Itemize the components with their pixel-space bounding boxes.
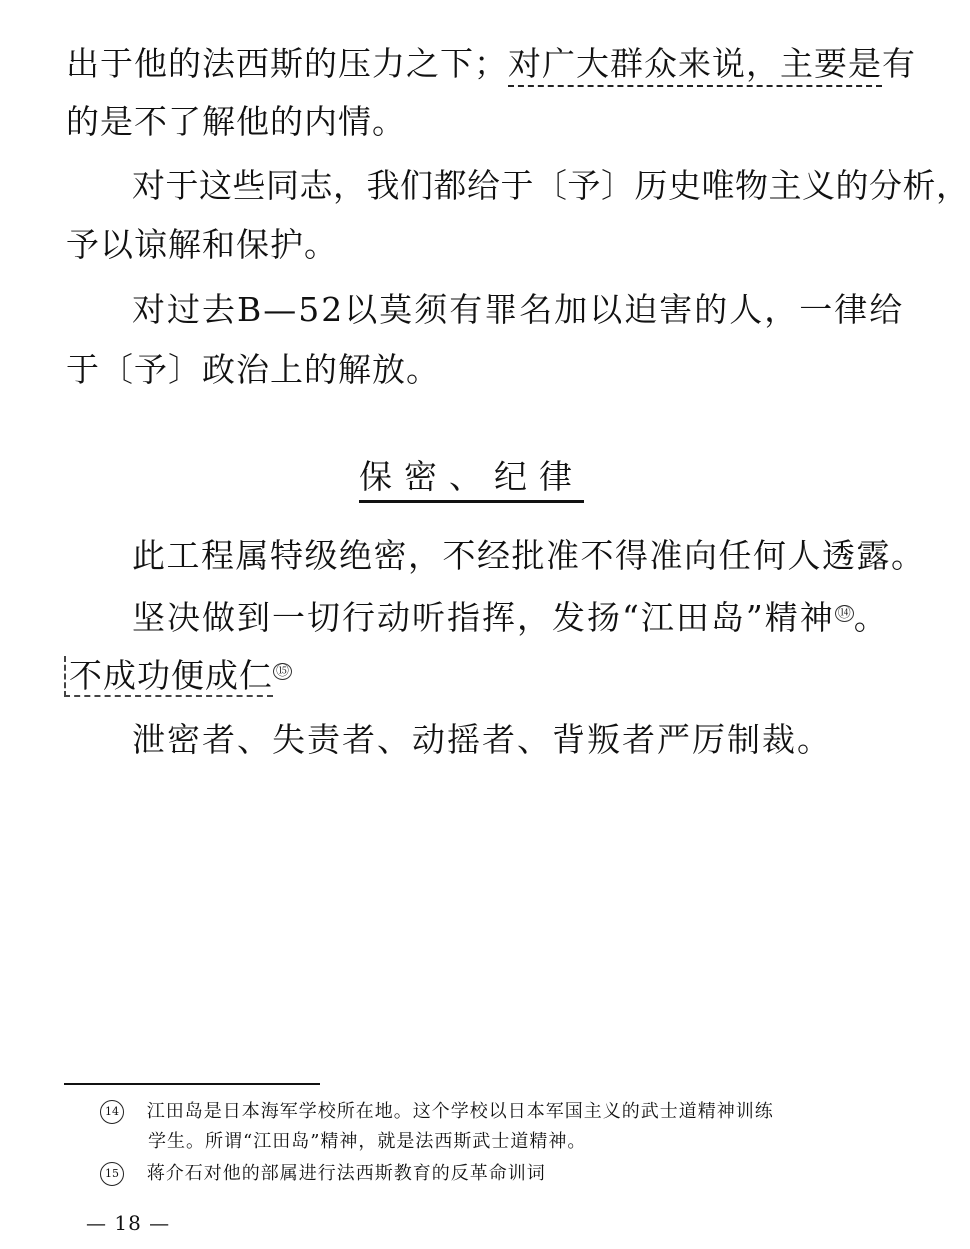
footnote-14-marker: 14 <box>100 1100 124 1124</box>
section-paragraph-2-text: 坚决做到一切行动听指挥，发扬“江田岛”精神 <box>132 598 835 637</box>
section-paragraph-1: 此工程属特级绝密，不经批准不得准向任何人透露。 <box>132 536 926 575</box>
paragraph-3-line-1: 对过去B—52以莫须有罪名加以迫害的人，一律给 <box>132 290 905 329</box>
paragraph-1-post: 有 <box>882 44 916 83</box>
paragraph-2-line-1: 对于这些同志，我们都给于〔予〕历史唯物主义的分析， <box>132 166 970 205</box>
paragraph-1-line-2: 的是不了解他的内情。 <box>66 102 406 141</box>
paragraph-1-line-1 <box>66 44 916 87</box>
footnote-ref-15[interactable]: ⑮ <box>273 663 292 680</box>
paragraph-2-line-2: 予以谅解和保护。 <box>66 225 338 264</box>
footnote-15-line-1: 蒋介石对他的部属进行法西斯教育的反革命训词 <box>146 1163 546 1184</box>
footnote-15 <box>100 1160 546 1188</box>
section-paragraph-4: 泄密者、失责者、动摇者、背叛者严厉制裁。 <box>132 720 832 759</box>
section-paragraph-2-end: 。 <box>853 598 889 637</box>
paragraph-1-underlined: 对广大群众来说，主要是 <box>508 44 882 87</box>
footnote-14-line-2: 学生。所谓“江田岛”精神，就是法西斯武士道精神。 <box>148 1131 587 1152</box>
section-paragraph-3 <box>64 656 292 696</box>
footnote-ref-14[interactable]: ⑭ <box>835 605 854 622</box>
paragraph-1-pre: 出于他的法西斯的压力之下； <box>66 44 508 83</box>
footnote-14-line-1: 江田岛是日本海军学校所在地。这个学校以日本军国主义的武士道精神训练 <box>146 1101 774 1122</box>
section-paragraph-3-text: 不成功便成仁 <box>64 656 273 697</box>
paragraph-3-line-2: 于〔予〕政治上的解放。 <box>66 350 440 389</box>
footnote-divider <box>64 1083 320 1085</box>
section-heading: 保密、纪律 <box>359 455 584 503</box>
page-number: — 18 — <box>86 1211 171 1235</box>
footnote-14 <box>100 1098 774 1126</box>
section-paragraph-2 <box>132 598 889 638</box>
footnote-15-marker: 15 <box>100 1162 124 1186</box>
